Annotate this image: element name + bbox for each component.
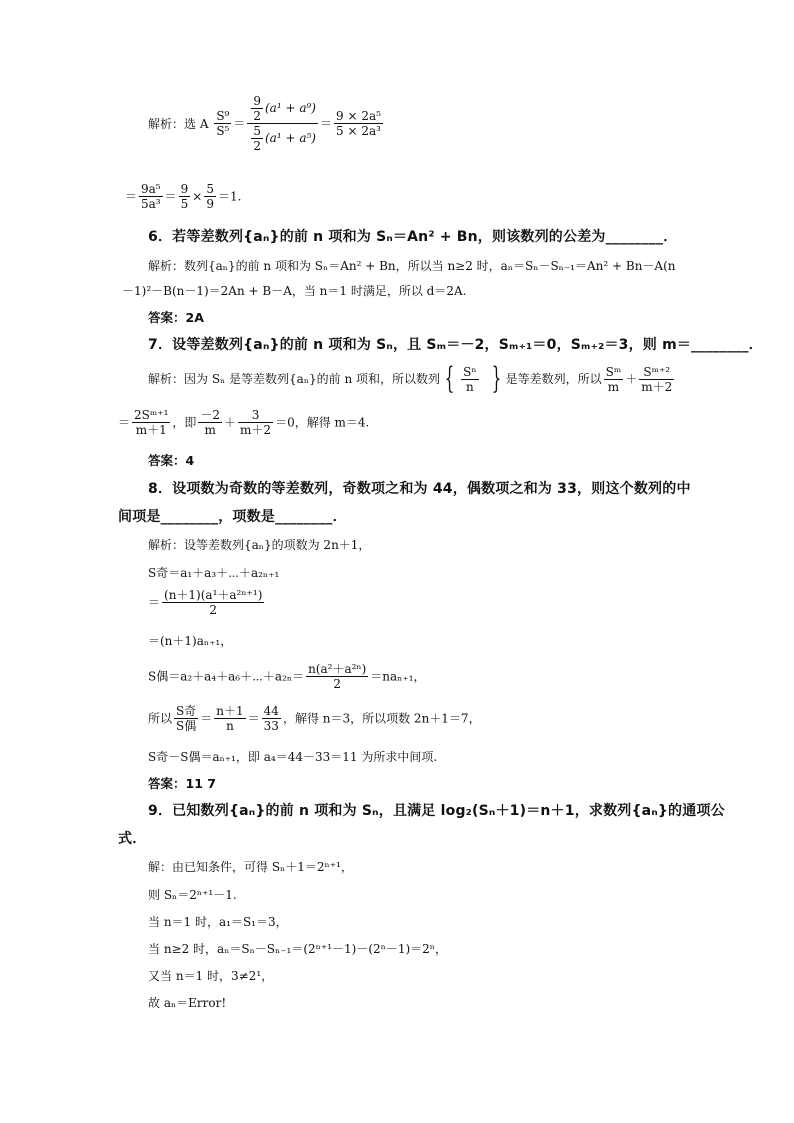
solution-9-line-5: 又当 n＝1 时，3≠2¹， bbox=[148, 969, 274, 983]
solution-9-line-4: 当 n≥2 时，aₙ＝Sₙ－Sₙ₋₁＝(2ⁿ⁺¹－1)－(2ⁿ－1)＝2ⁿ， bbox=[148, 942, 447, 956]
solution-8-line-7: S奇－S偶＝aₙ₊₁，即 a₄＝44－33＝11 为所求中间项. bbox=[148, 750, 438, 764]
question-9-line-1: 9．已知数列{aₙ}的前 n 项和为 Sₙ，且满足 log₂(Sₙ＋1)＝n＋1，求数列{aₙ}的通项公 bbox=[148, 803, 725, 819]
fraction-s9-s5: $\frac{\text{S⁹}}{\text{S⁵}}$ bbox=[216, 109, 230, 138]
solution-7-line-1: 解析：因为 Sₙ 是等差数列{aₙ}的前 n 项和，所以数列 { $\frac{\text{Sⁿ}}{n}$ } 是等差数列，所以 $\frac{\text{Sᵐ}}{m}$ ＋ $\frac{\text{Sᵐ⁺²}}{m+2}$ bbox=[148, 361, 673, 396]
solution-9-line-6: 故 aₙ＝Error! bbox=[148, 996, 227, 1010]
answer-6: 答案：2A bbox=[148, 310, 204, 325]
solution-8-line-5: S偶＝a₂＋a₄＋a₆＋⋯＋a₂ₙ＝ $\frac{\text{n(a²＋a²ⁿ)}}{2}$ ＝naₙ₊₁， bbox=[148, 662, 426, 691]
solution-5-label: 解析：选 A bbox=[148, 116, 209, 131]
answer-8: 答案：11 7 bbox=[148, 776, 216, 791]
solution-5-formula: 解析：选 A $\frac{\text{S⁹}}{\text{S⁵}}$ ＝ $\frac{9}{2}$ (a¹ + a⁹) $\frac{5}{2}$ (a¹ + a⁵) ＝ $\frac{\text{9 × 2a⁵}}{\text{5 × 2a³}}$ bbox=[148, 94, 381, 153]
solution-7-line-2: ＝ $\frac{\text{2Sᵐ⁺¹}}{m+1}$ ，即 $\frac{-2}{m}$ ＋ $\frac{3}{m+2}$ ＝0，解得 m＝4. bbox=[118, 408, 370, 437]
solution-8-line-2: S奇＝a₁＋a₃＋⋯＋a₂ₙ₊₁ bbox=[148, 566, 280, 580]
fraction-sums: $\frac{9}{2}$ (a¹ + a⁹) $\frac{5}{2}$ (a¹ + a⁵) bbox=[247, 94, 318, 153]
question-9-line-2: 式． bbox=[118, 831, 147, 847]
solution-8-line-3: ＝ $\frac{\text{(n＋1)(a¹＋a²ⁿ⁺¹)}}{2}$ bbox=[148, 588, 263, 617]
solution-5-result: ＝ $\frac{\text{9a⁵}}{\text{5a³}}$ ＝ $\frac{9}{5}$ × $\frac{5}{9}$ ＝1. bbox=[125, 182, 242, 211]
question-8-line-2: 间项是________，项数是________． bbox=[118, 509, 347, 525]
solution-8-line-6: 所以 $\frac{\text{S奇}}{\text{S偶}}$ ＝ $\frac{n+1}{n}$ ＝ $\frac{44}{33}$ ，解得 n＝3，所以项数 2n＋1＝7， bbox=[148, 704, 481, 733]
question-7: 7．设等差数列{aₙ}的前 n 项和为 Sₙ，且 Sₘ＝－2，Sₘ₊₁＝0，Sₘ₊₂＝3，则 m＝________． bbox=[148, 337, 763, 353]
solution-8-line-4: ＝(n＋1)aₙ₊₁， bbox=[148, 634, 233, 648]
question-8-line-1: 8．设项数为奇数的等差数列，奇数项之和为 44，偶数项之和为 33，则这个数列的中 bbox=[148, 481, 691, 497]
solution-9-line-3: 当 n＝1 时，a₁＝S₁＝3， bbox=[148, 915, 288, 929]
solution-9-line-1: 解：由已知条件，可得 Sₙ＋1＝2ⁿ⁺¹， bbox=[148, 860, 353, 874]
question-6: 6．若等差数列{aₙ}的前 n 项和为 Sₙ＝An² + Bn，则该数列的公差为________． bbox=[148, 229, 678, 245]
answer-7: 答案：4 bbox=[148, 453, 195, 468]
solution-8-line-1: 解析：设等差数列{aₙ}的项数为 2n＋1， bbox=[148, 538, 371, 552]
fraction-ratio: $\frac{\text{9 × 2a⁵}}{\text{5 × 2a³}}$ bbox=[336, 109, 381, 138]
solution-6-line-2: －1)²－B(n－1)＝2An + B－A，当 n＝1 时满足，所以 d＝2A. bbox=[122, 284, 467, 298]
solution-9-line-2: 则 Sₙ＝2ⁿ⁺¹－1. bbox=[148, 888, 237, 902]
solution-6-line-1: 解析：数列{aₙ}的前 n 项和为 Sₙ＝An² + Bn，所以当 n≥2 时，aₙ＝Sₙ－Sₙ₋₁＝An² + Bn－A(n bbox=[148, 259, 676, 273]
